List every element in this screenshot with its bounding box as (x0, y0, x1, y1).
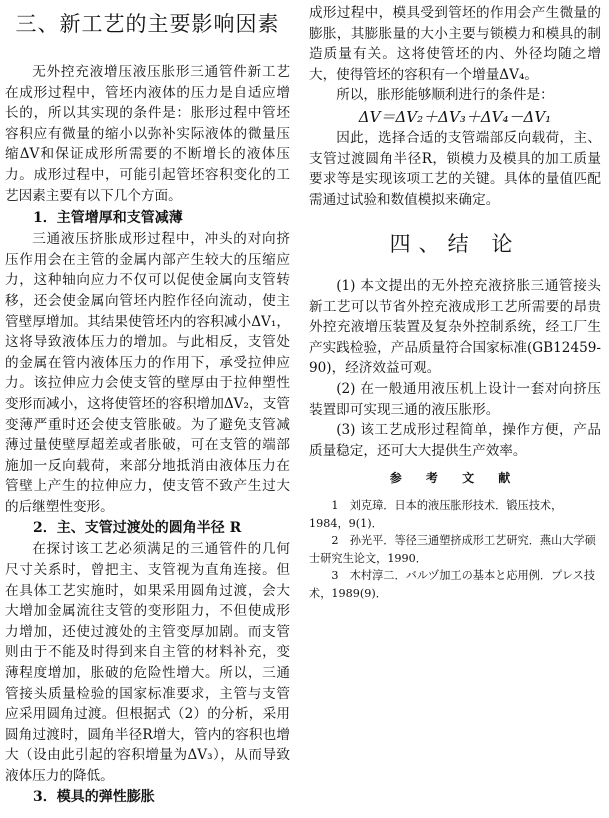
conclusion-2: (2) 在一般通用液压机上设计一套对向挤压装置即可实现三通的液压胀形。 (309, 380, 601, 418)
volume-formula: ΔV＝ΔV₂＋ΔV₃＋ΔV₄－ΔV₁ (358, 107, 552, 126)
left-body (5, 62, 290, 808)
conclusion-3: (3) 该工艺成形过程简单，操作方便，产品质量稳定，还可大大提供生产效率。 (309, 422, 601, 459)
subheading-1: 1．主管增厚和支管减薄 (33, 210, 183, 227)
section-3-title: 三、新工艺的主要影响因素 (15, 12, 280, 36)
right-body-top (309, 3, 601, 210)
condition-intro: 所以，胀形能够顺利进行的条件是： (336, 87, 554, 104)
subheading-3: 3．模具的弹性膨胀 (33, 788, 155, 805)
section-4-title: 四、结 论 (389, 232, 521, 256)
reference-2: 2 孙光平．等径三通塑挤成形工艺研究．燕山大学硕士研究生论文，1990． (309, 534, 596, 565)
continued-paragraph: 成形过程中，模具受到管坯的作用会产生微量的膨胀，其膨胀量的大小主要与锁模力和模具的制造质量有关。这将使管坯的内、外径均随之增大，使得管坯的容积有一个增量ΔV₄。 (309, 5, 601, 83)
therefore-paragraph: 因此，选择合适的支管端部反向载荷，主、支管过渡圆角半径R，锁模力及模具的加工质量要求等是实现该项工艺的关键。具体的量值匹配需通过试验和数值模拟来确定。 (309, 129, 601, 208)
paragraph-1: 三通液压挤胀成形过程中，冲头的对向挤压作用会在主管的金属内部产生较大的压缩应力，这种轴向应力不仅可以促使金属向支管转移，还会使金属向管坯内腔作径向流动，使主管壁厚增加。其结果使管坯内的容积减小ΔV₁，这将导致液体压力的增加。与此相反，支管处的金属在管内液体压力的作用下，承受拉伸应力。该拉伸应力会使支管的壁厚由于拉伸塑性变形而减小，这将使管坯的容积增加ΔV₂，支管变薄严重时还会使支管胀破。为了避免支管减薄过量使壁厚超差或者胀破，可在支管的端部施加一反向载荷，来部分地抵消由液体压力在管壁上产生的拉伸应力，使支管不致产生过大的后继塑性变形。 (5, 231, 290, 515)
reference-3: 3 木村淳二．バルヅ加工の基本と応用例．プレス技术，1989(9)． (309, 569, 596, 600)
conclusion-1: (1) 本文提出的无外控充液挤胀三通管接头新工艺可以节省外控充液成形工艺所需要的昂贵外控充液增压装置及复杂外控制系统，经工厂生产实践检验，产品质量符合国家标准(GB12459-90)，经济效益可观。 (309, 278, 601, 377)
references-heading: 参 考 文 献 (389, 471, 521, 486)
reference-1: 1 刘克璋．日本的液压胀形技术．锻压技术，1984，9(1)． (309, 499, 563, 530)
subheading-2: 2．主、支管过渡处的圆角半径 R (33, 520, 242, 537)
intro-paragraph: 无外控充液增压液压胀形三通管件新工艺在成形过程中，管坯内液体的压力是自适应增长的，所以其实现的条件是：胀形过程中管坯容积应有微量的缩小以弥补实际液体的微量压缩ΔV和保证成形所需要的不断增长的液体压力。成形过程中，可能引起管坯容积变化的工艺因素主要有以下几个方面。 (5, 64, 290, 204)
paragraph-2: 在探讨该工艺必须满足的三通管件的几何尺寸关系时，曾把主、支管视为直角连接。但在具体工艺实施时，如果采用圆角过渡，会大大增加金属流往支管的变形阻力，不但使成形力增加，还使过渡处的主管变厚加剧。而支管则由于不能及时得到来自主管的材料补充，变薄程度增加，胀破的危险性增大。所以，三通管接头质量检验的国家标准要求，主管与支管应采用圆角过渡。但根据式（2）的分析，采用圆角过渡时，圆角半径R增大，管内的容积也增大（设由此引起的容积增量为ΔV₃），从而导致液体压力的降低。 (5, 541, 290, 784)
conclusions (309, 276, 601, 602)
